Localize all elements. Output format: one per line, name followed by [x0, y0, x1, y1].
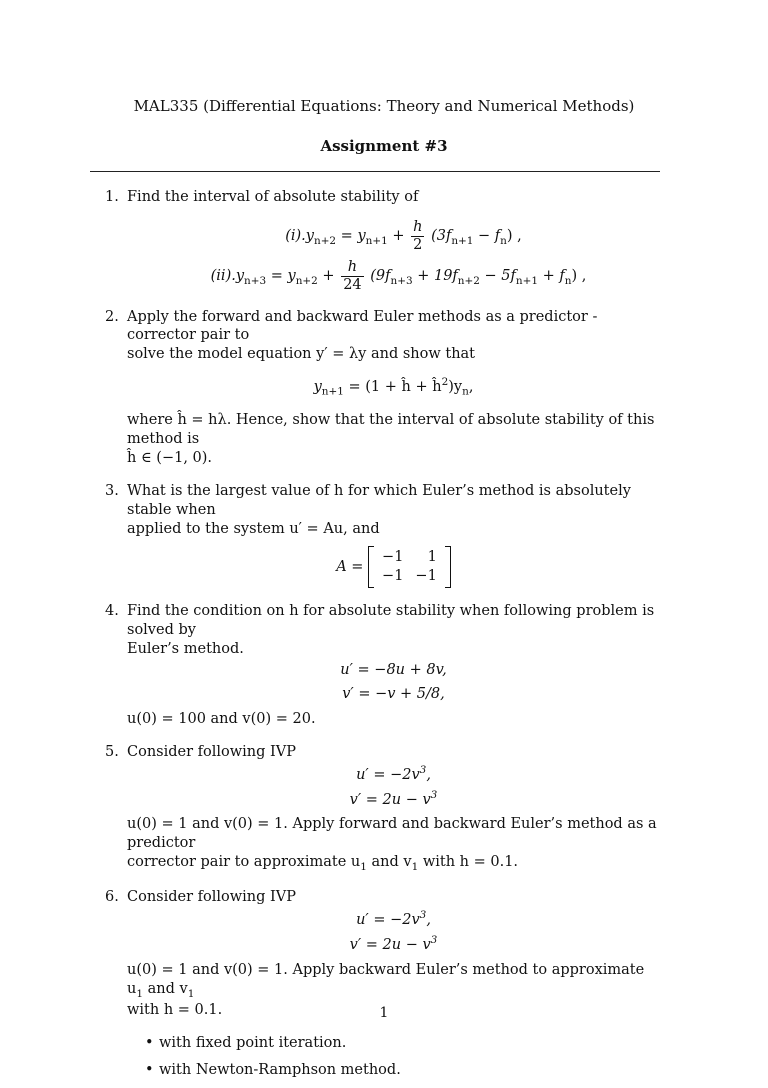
eq-sub: n — [564, 275, 572, 288]
question-1 — [105, 188, 660, 294]
fraction-denominator: 2 — [413, 236, 423, 253]
fraction-numerator: h — [341, 259, 363, 277]
question-list — [105, 188, 660, 1088]
eq-term: = (1 + ĥ + ĥ — [343, 378, 442, 395]
question-3 — [105, 482, 660, 588]
eq-sub: 1 — [360, 860, 367, 873]
bullet-item — [145, 1061, 660, 1080]
question-text-line: What is the largest value of h for which Euler’s method is absolutely stable when — [127, 482, 631, 518]
fraction — [411, 219, 424, 253]
equation-i — [127, 219, 660, 253]
question-text-line: u(0) = 1 and v(0) = 1. Apply forward and backward Euler’s method as a predictor — [127, 816, 657, 852]
question-text-line: Find the condition on h for absolute stability when following problem is solved by — [127, 603, 655, 638]
eq-sub: n+1 — [365, 234, 388, 247]
equation — [127, 909, 660, 930]
question-text-line: ĥ ∈ (−1, 0). — [127, 450, 213, 467]
eq-sup: 3 — [419, 764, 427, 776]
question-number: 3. — [105, 482, 119, 499]
eq-sub: n — [500, 234, 507, 247]
bullet-icon: • — [145, 1061, 154, 1078]
eq-term: )y — [448, 378, 463, 395]
header-divider — [90, 171, 660, 172]
eq-sup: 3 — [430, 934, 438, 946]
eq-end: ) , — [506, 228, 522, 245]
question-text-line: Consider following IVP — [127, 744, 296, 761]
matrix-equation — [127, 546, 660, 588]
eq-end: , — [426, 766, 431, 783]
eq-term: y — [313, 378, 322, 395]
eq-term: = y — [336, 228, 366, 245]
question-text-line — [127, 853, 660, 874]
eq-term: v′ = 2u − v — [349, 936, 431, 953]
fraction-denominator: 24 — [343, 276, 362, 293]
eq-term: (i).y — [285, 228, 314, 245]
matrix-cell: 1 — [427, 549, 437, 566]
eq-sub: n+3 — [390, 275, 413, 288]
text-part: corrector pair to approximate u — [127, 854, 361, 871]
equation: u′ = −8u + 8v, — [340, 661, 447, 678]
eq-op: + — [317, 268, 340, 285]
eq-sub: 1 — [411, 860, 419, 873]
eq-sub: n+2 — [457, 275, 480, 288]
eq-term: = y — [266, 268, 296, 285]
question-number: 6. — [105, 889, 119, 906]
matrix-cell: −1 — [382, 568, 404, 585]
eq-term: + 19f — [412, 268, 458, 285]
matrix-cell: −1 — [415, 568, 437, 585]
bullet-icon: • — [145, 1034, 154, 1051]
fraction-numerator: h — [413, 218, 423, 235]
matrix-cell: −1 — [382, 549, 404, 566]
eq-term: + f — [537, 268, 565, 285]
equation-ii — [127, 259, 660, 293]
equation: v′ = −v + 5/8, — [342, 686, 445, 703]
eq-term: (3f — [426, 228, 452, 245]
text-part: and v — [366, 854, 412, 871]
question-text-line: solve the model equation y′ = λy and show that — [127, 346, 476, 363]
question-text-line: where ĥ = hλ. Hence, show that the interval of absolute stability of this method is — [127, 412, 655, 448]
question-number: 2. — [105, 308, 119, 325]
bullet-list — [127, 1034, 660, 1080]
eq-term: − f — [473, 228, 501, 245]
question-text: Find the interval of absolute stability of — [127, 189, 419, 205]
question-text-line: Euler’s method. — [127, 640, 244, 657]
question-6 — [105, 888, 660, 1079]
eq-term: (9f — [365, 268, 391, 285]
question-2 — [105, 308, 660, 468]
eq-term: v′ = 2u − v — [349, 791, 431, 808]
assignment-title: Assignment #3 — [320, 137, 448, 155]
eq-term: u′ = −2v — [356, 912, 420, 929]
eq-sub: n+2 — [313, 234, 337, 247]
eq-sup: 2 — [441, 376, 449, 389]
eq-end: , — [426, 912, 431, 929]
matrix-label: A = — [336, 559, 364, 576]
eq-sub: n+1 — [321, 385, 344, 398]
bullet-text: with Newton-Ramphson method. — [159, 1061, 401, 1078]
eq-sub: 1 — [136, 987, 143, 1000]
equation — [127, 934, 660, 955]
eq-term: (ii).y — [210, 268, 245, 285]
question-number: 4. — [105, 603, 119, 620]
fraction — [341, 259, 363, 293]
equation — [127, 376, 660, 399]
bullet-text: with fixed point iteration. — [159, 1034, 347, 1051]
bullet-item — [145, 1034, 660, 1053]
eq-sub: n+1 — [451, 234, 474, 247]
question-text-line: with h = 0.1. — [127, 1001, 223, 1018]
question-text-line: applied to the system u′ = Au, and — [127, 520, 380, 537]
eq-sup: 3 — [430, 788, 438, 801]
equation — [127, 789, 660, 810]
question-number: 1. — [105, 189, 119, 205]
text-part: with h = 0.1. — [418, 854, 519, 871]
page-number: 1 — [379, 1005, 389, 1021]
equation — [127, 764, 660, 785]
course-title: MAL335 (Differential Equations: Theory and Numerical Methods) — [133, 97, 635, 115]
question-number: 5. — [105, 744, 119, 761]
eq-sub: n+1 — [515, 275, 538, 288]
text-part: and v — [143, 980, 188, 997]
question-5 — [105, 743, 660, 874]
eq-op: + — [387, 228, 410, 245]
eq-end: , — [468, 378, 474, 395]
text-part: u(0) = 1 and v(0) = 1. Apply backward Euler’s method to approximate u — [127, 961, 645, 997]
question-4 — [105, 602, 660, 729]
eq-term: − 5f — [479, 268, 516, 285]
eq-sub: n — [462, 385, 469, 398]
eq-sub: 1 — [187, 987, 195, 1000]
eq-sub: n+3 — [244, 275, 267, 288]
question-text-line: u(0) = 100 and v(0) = 20. — [127, 711, 316, 728]
question-text-line — [127, 961, 660, 1001]
eq-end: ) , — [571, 268, 587, 285]
eq-term: u′ = −2v — [356, 766, 420, 783]
eq-sup: 3 — [419, 909, 427, 922]
question-text-line: Consider following IVP — [127, 889, 296, 906]
eq-sub: n+2 — [295, 275, 318, 288]
matrix — [368, 546, 451, 588]
question-text-line: Apply the forward and backward Euler methods as a predictor -corrector pair to — [127, 308, 598, 344]
